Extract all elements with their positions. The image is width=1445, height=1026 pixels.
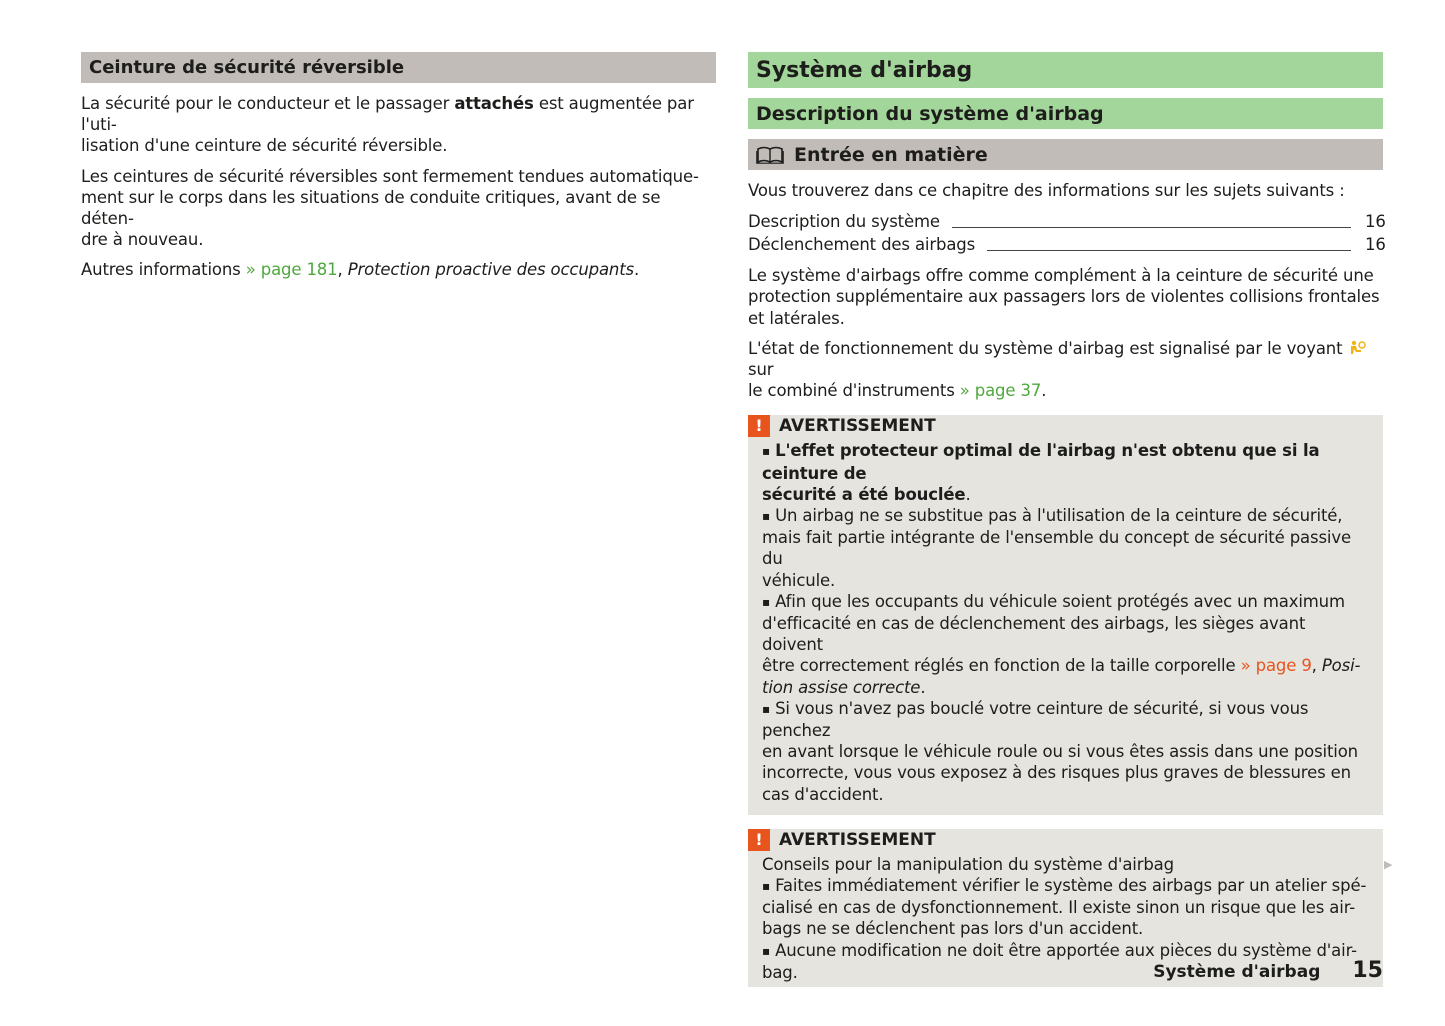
toc-entry-deployment[interactable]: Déclenchement des airbags 16 — [748, 235, 1386, 255]
warning-intro: Conseils pour la manipulation du système d'airbag — [762, 854, 1174, 874]
warning-box-airbag — [748, 415, 1383, 814]
warning-title: AVERTISSEMENT — [779, 829, 936, 850]
warning-header — [748, 415, 1369, 437]
warning-bullet-seat-adjust: ▪ Afin que les occupants du véhicule soient protégés avec un maximum d'efficacité en cas de déclenchement des airbags, les sièges avant doivent être correctement réglés en fonction de la taille corporelle » page 9, Posi- tion assise correcte. — [762, 591, 1361, 697]
table-of-contents — [748, 210, 1386, 256]
footer-section-title: Système d'airbag — [1153, 962, 1321, 982]
section-subtitle: Description du système d'airbag — [748, 98, 1383, 129]
bullet-icon: ▪ — [762, 879, 770, 894]
paragraph-warning-light: L'état de fonctionnement du système d'airbag est signalisé par le voyant sur le combiné d'instruments » page 37. — [748, 338, 1383, 402]
continue-arrow-icon: ▶ — [1384, 858, 1393, 871]
page-number: 15 — [1352, 958, 1383, 983]
exclamation-icon: ! — [748, 829, 770, 851]
bold-term: attachés — [454, 94, 534, 113]
warning-title: AVERTISSEMENT — [779, 416, 936, 437]
warning-bullet-inspection: ▪ Faites immédiatement vérifier le système des airbags par un atelier spé- cialisé en cas de dysfonctionnement. Il existe sinon un risque que les air- bags ne se déclenchent pas lors d'un accident. — [762, 876, 1367, 939]
section-heading: Ceinture de sécurité réversible — [81, 52, 716, 83]
page-37-link[interactable]: » page 37 — [959, 381, 1042, 401]
exclamation-icon: ! — [748, 415, 770, 437]
chapter-title: Système d'airbag — [748, 52, 1383, 88]
warning-header — [748, 829, 1369, 851]
toc-leader-line — [952, 227, 1351, 228]
toc-leader-line — [987, 250, 1351, 251]
right-column — [748, 52, 1386, 1001]
intro-text: Vous trouverez dans ce chapitre des informations sur les sujets suivants : — [748, 181, 1345, 200]
toc-entry-description[interactable]: Description du système 16 — [748, 212, 1386, 232]
page-181-link[interactable]: » page 181 — [245, 260, 338, 280]
open-book-icon — [756, 146, 784, 164]
paragraph-more-info: Autres informations » page 181, Protection proactive des occupants. — [81, 260, 640, 280]
bullet-icon: ▪ — [762, 594, 770, 609]
bullet-icon: ▪ — [762, 444, 770, 459]
reference-title: Protection proactive des occupants — [347, 260, 634, 280]
warning-bullet-no-modification: ▪ Aucune modification ne doit être apportée aux pièces du système d'air- bag. — [762, 940, 1357, 982]
airbag-warning-light-icon — [1348, 340, 1366, 356]
paragraph-reversible-belt-intro: La sécurité pour le conducteur et le passager attachés est augmentée par l'uti- lisation d'une ceinture de sécurité réversible. — [81, 94, 694, 156]
bullet-icon: ▪ — [762, 943, 770, 958]
page-footer — [1153, 958, 1383, 983]
bullet-icon: ▪ — [762, 509, 770, 524]
intro-heading: Entrée en matière — [748, 139, 1383, 170]
warning-bullet-no-substitute: ▪ Un airbag ne se substitue pas à l'utilisation de la ceinture de sécurité, mais fait partie intégrante de l'ensemble du concept de sécurité passive du véhicule. — [762, 506, 1351, 590]
paragraph-reversible-belt-function: Les ceintures de sécurité réversibles sont fermement tendues automatique- ment sur le corps dans les situations de conduite critiques, avant de se déten- dre à nouveau. — [81, 166, 699, 250]
page-9-link[interactable]: » page 9 — [1240, 656, 1312, 676]
bullet-icon: ▪ — [762, 701, 770, 716]
paragraph-airbag-system: Le système d'airbags offre comme complément à la ceinture de sécurité une protection supplémentaire aux passagers lors de violentes collisions frontales et latérales. — [748, 266, 1380, 328]
left-column — [81, 52, 716, 290]
warning-bullet-seatbelt: ▪ L'effet protecteur optimal de l'airbag n'est obtenu que si la ceinture de sécurité a été bouclée. — [762, 441, 1320, 504]
warning-bullet-position: ▪ Si vous n'avez pas bouclé votre ceinture de sécurité, si vous vous penchez en avant lorsque le véhicule roule ou si vous êtes assis dans une position incorrecte, vous vous exposez à des risques plus graves de blessures en cas d'accident. — [762, 698, 1358, 804]
